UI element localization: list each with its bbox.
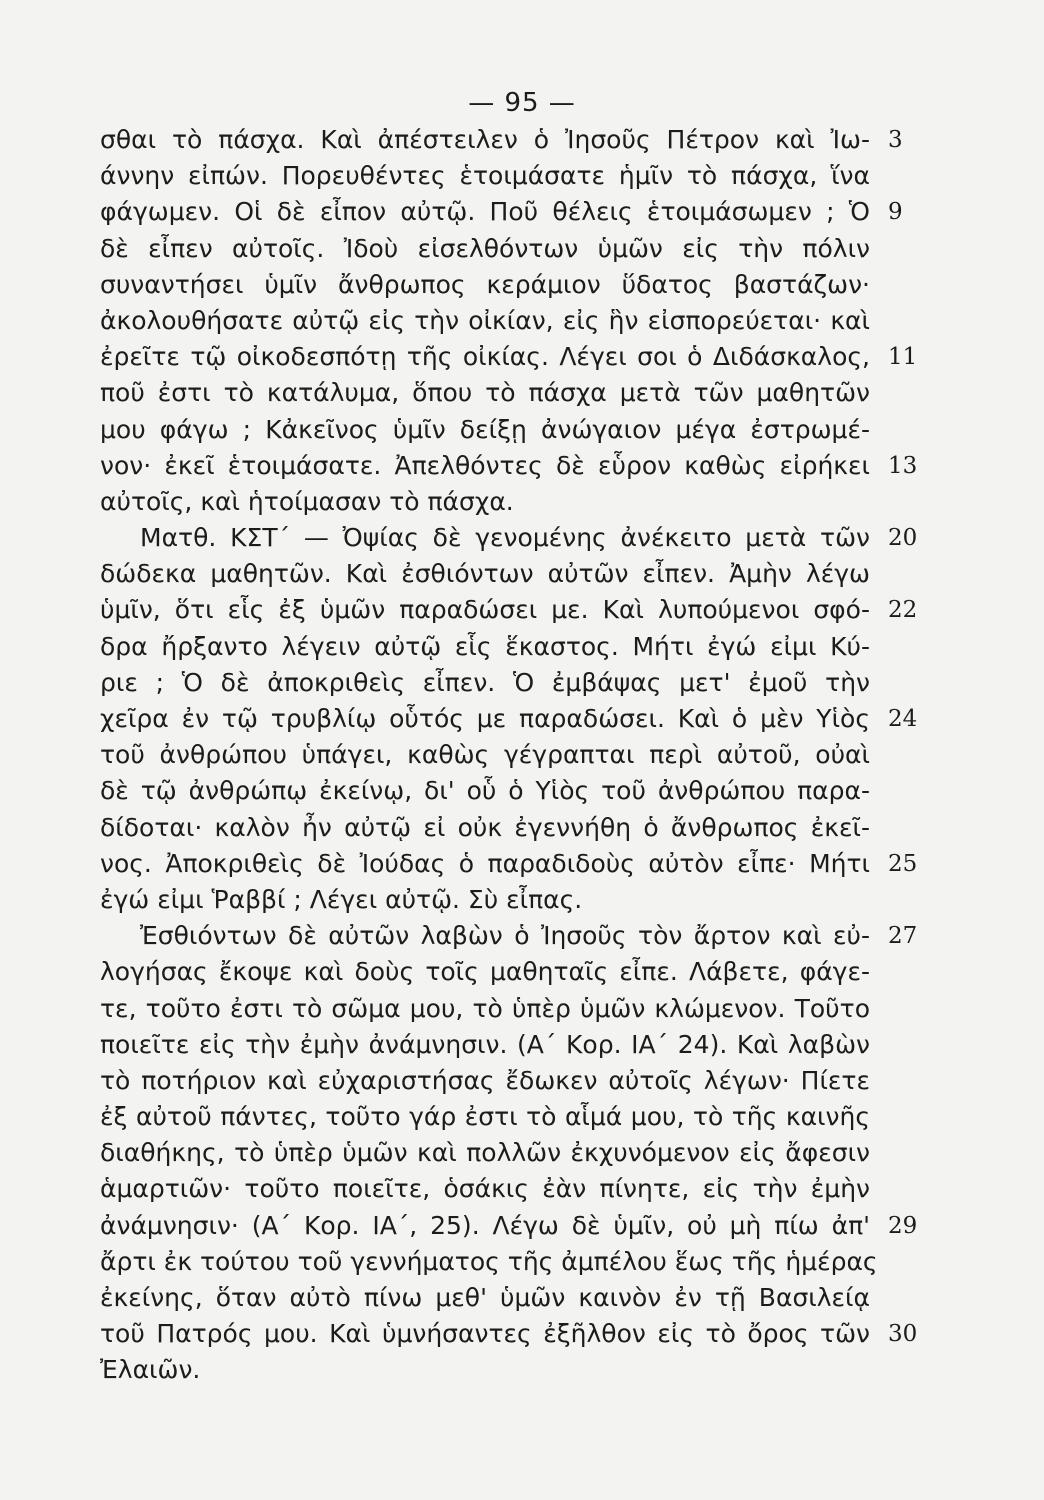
- text-line: [100, 267, 900, 303]
- line-text: ἐγώ εἰμι Ῥαββί ; Λέγει αὐτῷ. Σὺ εἶπας.: [100, 884, 583, 914]
- line-text: άννην εἰπών. Πορευθέντες ἑτοιμάσατε ἡμῖν τὸ πάσχα, ἵνα: [100, 161, 870, 191]
- verse-number: 25: [888, 850, 918, 877]
- line-text: τοῦ ἀνθρώπου ὑπάγει, καθὼς γέγραπται περὶ αὐτοῦ, οὐαὶ: [100, 740, 870, 770]
- line-text: ἀκολουθήσατε αὐτῷ εἰς τὴν οἰκίαν, εἰς ἣν εἰσπορεύεται· καὶ: [100, 305, 870, 335]
- page-number: — 95 —: [468, 88, 576, 118]
- text-line: [100, 339, 918, 375]
- verse-number: 24: [888, 706, 918, 732]
- text-line: [100, 882, 900, 918]
- text-line: [100, 1027, 900, 1063]
- text-line: [100, 665, 900, 701]
- text-line: [100, 412, 900, 448]
- verse-number: 29: [888, 1212, 918, 1239]
- verse-number: 3: [888, 127, 903, 153]
- text-line: [100, 918, 918, 954]
- text-line: [100, 1099, 900, 1135]
- line-text: δὲ εἶπεν αὐτοῖς. Ἰδοὺ εἰσελθόντων ὑμῶν εἰς τὴν πόλιν: [100, 233, 870, 263]
- text-line: [100, 1352, 900, 1388]
- line-text: τε, τοῦτο ἐστι τὸ σῶμα μου, τὸ ὑπὲρ ὑμῶν κλώμενον. Τοῦτο: [100, 993, 870, 1023]
- text-line: [100, 1316, 918, 1352]
- text-line: [100, 737, 900, 773]
- verse-number: 20: [888, 525, 918, 552]
- line-text: τὸ ποτήριον καὶ εὐχαριστήσας ἔδωκεν αὐτοῖς λέγων· Πίετε: [100, 1065, 870, 1095]
- text-line: [100, 303, 900, 339]
- line-text: ἐξ αὐτοῦ πάντες, τοῦτο γάρ ἐστι τὸ αἷμά μου, τὸ τῆς καινῆς: [100, 1102, 870, 1132]
- text-line: [100, 1244, 900, 1280]
- line-text: Ἐλαιῶν.: [100, 1355, 201, 1385]
- line-text: ριε ; Ὁ δὲ ἀποκριθεὶς εἶπεν. Ὁ ἐμβάψας μετ' ἐμοῦ τὴν: [100, 667, 870, 697]
- line-text: δώδεκα μαθητῶν. Καὶ ἐσθιόντων αὐτῶν εἶπεν. Ἀμὴν λέγω: [100, 559, 870, 589]
- line-text: νον· ἐκεῖ ἑτοιμάσατε. Ἀπελθόντες δὲ εὗρον καθὼς εἰρήκει: [100, 450, 870, 480]
- text-line: [100, 520, 918, 556]
- line-text: τοῦ Πατρός μου. Καὶ ὑμνήσαντες ἐξῆλθον εἰς τὸ ὄρος τῶν: [100, 1319, 870, 1349]
- text-line: [100, 701, 918, 737]
- text-line: [100, 375, 900, 411]
- text-line: [100, 158, 900, 194]
- line-text: Ἐσθιόντων δὲ αὐτῶν λαβὼν ὁ Ἰησοῦς τὸν ἄρτον καὶ εὐ-: [140, 921, 870, 951]
- verse-number: 27: [888, 923, 918, 950]
- line-text: διαθήκης, τὸ ὑπὲρ ὑμῶν καὶ πολλῶν ἐκχυνόμενον εἰς ἄφεσιν: [100, 1138, 870, 1168]
- text-line: [100, 1063, 900, 1099]
- verse-number: 30: [888, 1321, 918, 1348]
- body-text: [100, 122, 918, 1389]
- text-line: [100, 231, 900, 267]
- line-text: ἁμαρτιῶν· τοῦτο ποιεῖτε, ὁσάκις ἐὰν πίνητε, εἰς τὴν ἐμὴν: [100, 1174, 870, 1204]
- text-line: [100, 1280, 900, 1316]
- verse-number: 9: [888, 199, 903, 226]
- line-text: χεῖρα ἐν τῷ τρυβλίῳ οὗτός με παραδώσει. Καὶ ὁ μὲν Υἱὸς: [100, 704, 870, 733]
- line-text: ποιεῖτε εἰς τὴν ἐμὴν ἀνάμνησιν. (Α΄ Κορ. ΙΑ΄ 24). Καὶ λαβὼν: [100, 1029, 870, 1059]
- line-text: ὑμῖν, ὅτι εἷς ἐξ ὑμῶν παραδώσει με. Καὶ λυπούμενοι σφό-: [100, 595, 870, 625]
- text-line: [100, 122, 903, 158]
- line-text: δίδοται· καλὸν ἦν αὐτῷ εἰ οὐκ ἐγεννήθη ὁ ἄνθρωπος ἐκεῖ-: [100, 812, 870, 842]
- text-line: [100, 484, 900, 520]
- line-text: δρα ἤρξαντο λέγειν αὐτῷ εἷς ἕκαστος. Μήτι ἐγώ εἰμι Κύ-: [100, 631, 870, 661]
- line-text: λογήσας ἔκοψε καὶ δοὺς τοῖς μαθηταῖς εἶπε. Λάβετε, φάγε-: [100, 957, 870, 987]
- text-line: [100, 629, 900, 665]
- line-text: νος. Ἀποκριθεὶς δὲ Ἰούδας ὁ παραδιδοὺς αὐτὸν εἶπε· Μήτι: [100, 848, 870, 878]
- text-line: [100, 1135, 900, 1171]
- line-text: ἄρτι ἐκ τούτου τοῦ γεννήματος τῆς ἀμπέλου ἕως τῆς ἡμέρας: [100, 1246, 878, 1276]
- line-text: συναντήσει ὑμῖν ἄνθρωπος κεράμιον ὕδατος βαστάζων·: [100, 269, 870, 299]
- line-text: ἀνάμνησιν· (Α΄ Κορ. ΙΑ΄, 25). Λέγω δὲ ὑμῖν, οὐ μὴ πίω ἀπ': [100, 1210, 870, 1240]
- text-line: [100, 810, 900, 846]
- line-text: φάγωμεν. Οἱ δὲ εἶπον αὐτῷ. Ποῦ θέλεις ἑτοιμάσωμεν ; Ὁ: [100, 197, 870, 227]
- text-line: [100, 991, 900, 1027]
- text-line: [100, 194, 903, 230]
- text-line: [100, 448, 918, 484]
- text-line: [100, 556, 900, 592]
- line-text: Ματθ. ΚΣΤ΄ — Ὀψίας δὲ γενομένης ἀνέκειτο μετὰ τῶν: [140, 523, 870, 553]
- line-text: σθαι τὸ πάσχα. Καὶ ἀπέστειλεν ὁ Ἰησοῦς Πέτρον καὶ Ἰω-: [100, 125, 870, 154]
- text-line: [100, 592, 918, 628]
- text-line: [100, 1208, 918, 1244]
- line-text: αὐτοῖς, καὶ ἡτοίμασαν τὸ πάσχα.: [100, 486, 514, 516]
- verse-number: 22: [888, 597, 918, 624]
- verse-number: 13: [888, 452, 918, 479]
- line-text: μου φάγω ; Κἀκεῖνος ὑμῖν δείξῃ ἀνώγαιον μέγα ἐστρωμέ-: [100, 414, 870, 444]
- line-text: ἐρεῖτε τῷ οἰκοδεσπότῃ τῆς οἰκίας. Λέγει σοι ὁ Διδάσκαλος,: [100, 342, 870, 372]
- line-text: ἐκείνης, ὅταν αὐτὸ πίνω μεθ' ὑμῶν καινὸν ἐν τῇ Βασιλείᾳ: [100, 1283, 870, 1312]
- text-line: [100, 1171, 900, 1207]
- line-text: δὲ τῷ ἀνθρώπῳ ἐκείνῳ, δι' οὗ ὁ Υἱὸς τοῦ ἀνθρώπου παρα-: [100, 776, 870, 806]
- line-text: ποῦ ἐστι τὸ κατάλυμα, ὅπου τὸ πάσχα μετὰ τῶν μαθητῶν: [100, 378, 870, 408]
- text-line: [100, 773, 900, 809]
- text-line: [100, 846, 918, 882]
- verse-number: 11: [888, 344, 918, 371]
- text-line: [100, 954, 900, 990]
